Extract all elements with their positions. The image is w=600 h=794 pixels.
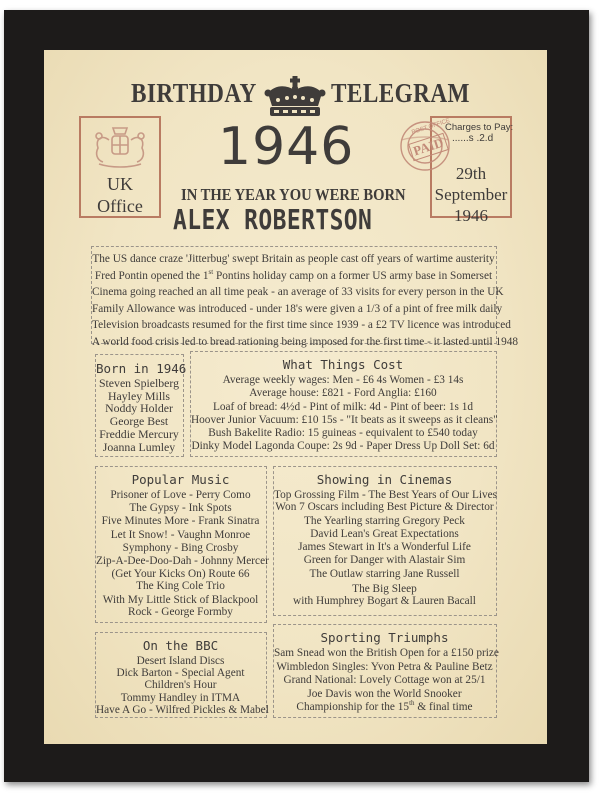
sport-item: Grand National: Lovely Cottage won at 25/1 — [283, 674, 486, 686]
uk-office-stamp — [79, 116, 161, 218]
charges-label: Charges to Pay: — [445, 122, 514, 133]
born-item: Hayley Mills — [108, 388, 170, 403]
cost-item: Average weekly wages: Men - £6 4s Women - £3 14s — [222, 374, 464, 386]
cinema-item: Green for Danger with Alastair Sim — [303, 554, 466, 567]
costs-heading: What Things Cost — [282, 357, 404, 372]
headline-item: Family Allowance was introduced - under 18's were given a 1/3 of a pint of free milk daily — [92, 302, 503, 315]
title-left: BIRTHDAY — [131, 78, 257, 108]
sport-item: Wimbledon Singles: Yvon Petra & Pauline Betz — [276, 660, 493, 673]
uk-label: UK — [107, 174, 133, 194]
crown-icon — [262, 76, 328, 123]
cost-item: Loaf of bread: 4½d - Pint of milk: 4d - Pint of beer: 1s 1d — [212, 400, 474, 413]
born-item: Steven Spielberg — [98, 376, 180, 390]
paid-stamp: PAID — [408, 133, 449, 161]
birth-year: 1946 — [218, 117, 355, 177]
headline-item: Fred Pontin opened the 1st Pontins holiday camp on a former US army base in Somerset — [94, 267, 493, 282]
headlines-box — [91, 246, 519, 348]
cinema-item: Won 7 Oscars including Best Picture & Director — [275, 501, 494, 514]
recipient-name: ALEX ROBERTSON — [173, 203, 373, 236]
bbc-item: Tommy Handley in ITMA — [120, 691, 241, 704]
postmark-text: POST OFFICE — [411, 117, 451, 137]
born-item: Noddy Holder — [105, 401, 173, 416]
bbc-box — [95, 632, 267, 718]
music-item: Symphony - Bing Crosby — [122, 541, 239, 554]
bbc-item: Children's Hour — [144, 679, 217, 692]
office-label: Office — [97, 196, 143, 216]
bbc-item: Dick Barton - Special Agent — [116, 667, 245, 680]
cost-item: Dinky Model Lagonda Coupe: 2s 9d - Paper Dress Up Doll Set: 6d — [191, 440, 495, 453]
music-item: The King Cole Trio — [136, 580, 225, 593]
cinema-item: The Big Sleep — [352, 583, 417, 596]
headline-item: Cinema going reached an all time peak - an average of 33 visits for every person in the UK — [92, 286, 504, 299]
born-item: George Best — [109, 414, 169, 429]
born-box — [95, 354, 187, 457]
cinema-box — [273, 466, 497, 616]
music-item: Prisoner of Love - Perry Como — [110, 489, 251, 501]
music-box — [95, 466, 267, 623]
postmark-icon — [397, 118, 453, 174]
cinema-item: David Lean's Great Expectations — [310, 527, 459, 540]
title-right: TELEGRAM — [331, 78, 470, 108]
music-item: Let It Snow! - Vaughn Monroe — [110, 528, 251, 541]
headline-item: A world food crisis led to bread rationing being imposed for the first time - it lasted until 1948 — [92, 335, 519, 348]
cost-item: Average house: £821 - Ford Anglia: £160 — [249, 387, 437, 400]
music-item: The Gypsy - Ink Spots — [129, 502, 232, 515]
born-item: Freddie Mercury — [99, 426, 179, 441]
date-month: September — [434, 185, 508, 204]
cinema-item: James Stewart in It's a Wonderful Life — [298, 541, 471, 554]
sport-box — [273, 624, 497, 718]
sport-heading: Sporting Triumphs — [320, 630, 449, 645]
music-heading: Popular Music — [131, 472, 230, 487]
cinema-item: The Yearling starring Gregory Peck — [304, 514, 465, 527]
bbc-item: Desert Island Discs — [136, 655, 225, 667]
sport-item: Sam Snead won the British Open for a £150 prize — [274, 647, 499, 659]
cost-item: Hoover Junior Vacuum: £10 15s - "It beats as it sweeps as it cleans" — [191, 413, 498, 426]
sport-item: Joe Davis won the World Snooker — [307, 687, 462, 700]
bbc-item: Have A Go - Wilfred Pickles & Mabel — [96, 703, 269, 716]
sport-item: Championship for the 15th & final time — [296, 699, 473, 713]
music-item: (Get Your Kicks On) Route 66 — [111, 568, 250, 581]
music-item: Zip-A-Dee-Doo-Dah - Johnny Mercer — [96, 555, 269, 568]
royal-crest-icon — [89, 124, 151, 175]
music-item: Five Minutes More - Frank Sinatra — [101, 515, 260, 528]
date-year: 1946 — [454, 206, 488, 225]
cinema-item: The Outlaw starring Jane Russell — [309, 567, 460, 580]
born-item: Joanna Lumley — [102, 439, 176, 454]
date-day: 29th — [455, 164, 487, 183]
cinema-item: with Humphrey Bogart & Lauren Bacall — [293, 595, 476, 608]
bbc-heading: On the BBC — [142, 638, 219, 653]
costs-box — [190, 351, 497, 457]
cost-item: Bush Bakelite Radio: 15 guineas - equivalent to £540 today — [208, 427, 478, 440]
cinema-heading: Showing in Cinemas — [316, 472, 453, 487]
headline-item: Television broadcasts resumed for the first time since 1939 - a £2 TV licence was introduced — [92, 319, 511, 332]
music-item: Rock - George Formby — [128, 605, 233, 618]
born-heading: Born in 1946 — [96, 361, 187, 376]
cinema-item: Top Grossing Film - The Best Years of Our Lives — [274, 489, 498, 501]
charges-value: ......s .2.d — [452, 133, 494, 144]
subtitle: IN THE YEAR YOU WERE BORN — [181, 185, 406, 204]
music-item: With My Little Stick of Blackpool — [102, 593, 259, 606]
headline-item: The US dance craze 'Jitterbug' swept Britain as people cast off years of wartime austerity — [92, 253, 495, 265]
